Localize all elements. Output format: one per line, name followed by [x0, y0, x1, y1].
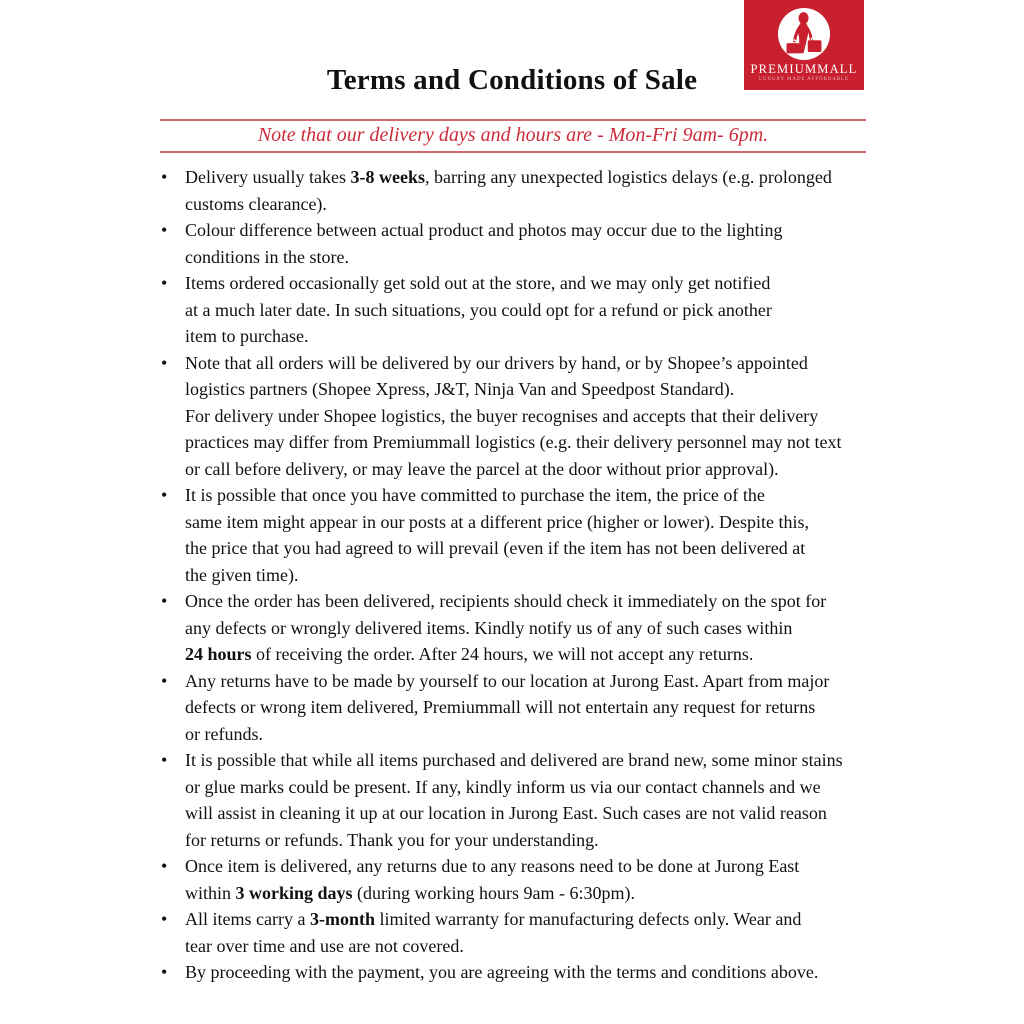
term-line: conditions in the store. [185, 246, 349, 267]
woman-with-shopping-bags-icon [775, 7, 833, 61]
term-item [185, 270, 885, 350]
term-line: customs clearance). [185, 193, 327, 214]
term-line: • Note that all orders will be delivered by our drivers by hand, or by Shopee’s appointed [185, 352, 808, 373]
brand-tagline: LUXURY MADE AFFORDABLE [759, 77, 849, 82]
term-item [185, 350, 885, 483]
term-line: for returns or refunds. Thank you for your understanding. [185, 829, 599, 850]
term-line: the given time). [185, 564, 299, 585]
term-line: at a much later date. In such situations, you could opt for a refund or pick another [185, 299, 772, 320]
page-title: Terms and Conditions of Sale [326, 64, 698, 96]
term-item [185, 668, 885, 748]
delivery-hours-note: Note that our delivery days and hours are - Mon-Fri 9am- 6pm. [257, 124, 769, 146]
term-item [185, 482, 885, 588]
term-line: will assist in cleaning it up at our location in Jurong East. Such cases are not valid reason [185, 803, 827, 823]
term-item [185, 959, 885, 986]
term-line: • Once item is delivered, any returns due to any reasons need to be done at Jurong East [185, 856, 800, 876]
term-line: or refunds. [185, 723, 263, 744]
term-item [185, 906, 885, 959]
term-line: 24 hours of receiving the order. After 24 hours, we will not accept any returns. [185, 644, 754, 664]
term-line: • Once the order has been delivered, recipients should check it immediately on the spot for [185, 591, 827, 611]
term-line: defects or wrong item delivered, Premiummall will not entertain any request for returns [185, 697, 816, 717]
term-line: • Colour difference between actual product and photos may occur due to the lighting [185, 220, 783, 240]
term-line: For delivery under Shopee logistics, the buyer recognises and accepts that their delivery [185, 405, 819, 426]
term-line: item to purchase. [185, 326, 309, 346]
term-line: logistics partners (Shopee Xpress, J&T, Ninja Van and Speedpost Standard). [185, 379, 735, 399]
term-item [185, 164, 885, 217]
terms-list [185, 164, 885, 986]
term-line: • Any returns have to be made by yourself to our location at Jurong East. Apart from major [185, 670, 830, 691]
term-line: • Delivery usually takes 3-8 weeks, barring any unexpected logistics delays (e.g. prolonged [185, 167, 832, 187]
term-line: within 3 working days (during working hours 9am - 6:30pm). [185, 882, 636, 903]
term-item [185, 747, 885, 853]
term-line: • Items ordered occasionally get sold out at the store, and we may only get notified [185, 273, 771, 293]
term-line: or glue marks could be present. If any, kindly inform us via our contact channels and we [185, 776, 821, 797]
term-line: the price that you had agreed to will prevail (even if the item has not been delivered at [185, 538, 806, 558]
term-line: • It is possible that while all items purchased and delivered are brand new, some minor stains [185, 750, 843, 770]
term-item [185, 853, 885, 906]
term-line: same item might appear in our posts at a different price (higher or lower). Despite this, [185, 511, 809, 532]
term-line: any defects or wrongly delivered items. Kindly notify us of any of such cases within [185, 617, 793, 638]
term-line: tear over time and use are not covered. [185, 935, 464, 956]
term-item [185, 588, 885, 668]
term-line: practices may differ from Premiummall logistics (e.g. their delivery personnel may not text [185, 432, 842, 452]
top-divider [160, 119, 866, 121]
brand-name: PREMIUMMALL [750, 62, 858, 76]
term-line: • By proceeding with the payment, you are agreeing with the terms and conditions above. [185, 962, 819, 982]
term-line: • All items carry a 3-month limited warranty for manufacturing defects only. Wear and [185, 909, 802, 929]
term-line: • It is possible that once you have committed to purchase the item, the price of the [185, 485, 765, 505]
term-line: or call before delivery, or may leave the parcel at the door without prior approval). [185, 458, 779, 479]
term-item [185, 217, 885, 270]
bottom-divider [160, 151, 866, 153]
